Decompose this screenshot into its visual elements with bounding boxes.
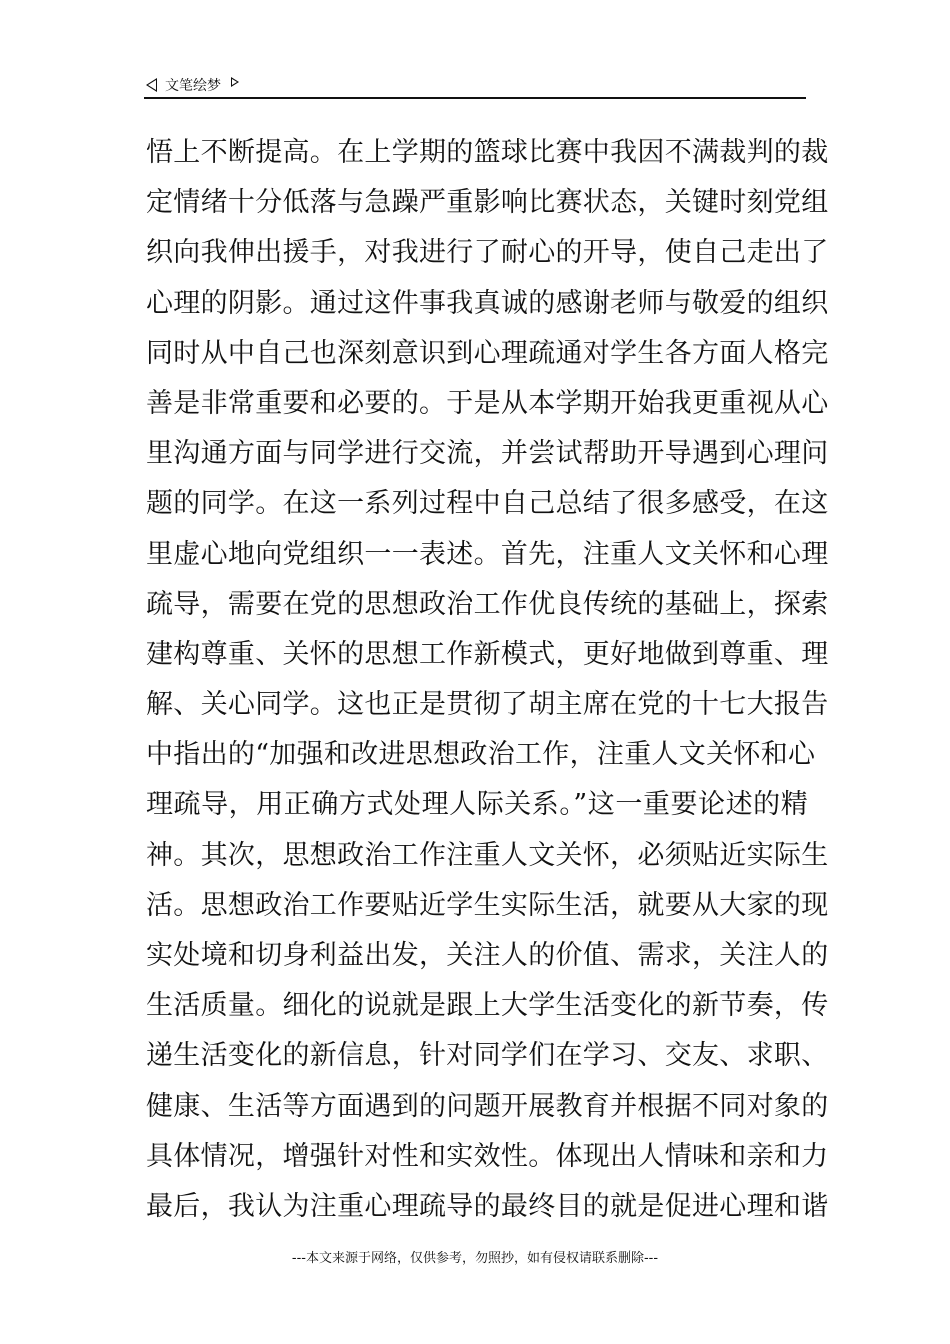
- text-line: 最后，我认为注重心理疏导的最终目的就是促进心理和谐: [146, 1190, 829, 1222]
- text-line: 递生活变化的新信息，针对同学们在学习、交友、求职、: [146, 1040, 829, 1072]
- text-line: 神。其次，思想政治工作注重人文关怀，必须贴近实际生: [146, 839, 829, 871]
- text-line: 里虚心地向党组织一一表述。首先，注重人文关怀和心理: [146, 538, 829, 570]
- text-line: 善是非常重要和必要的。于是从本学期开始我更重视从心: [146, 387, 829, 419]
- text-line: 心理的阴影。通过这件事我真诚的感谢老师与敬爱的组织: [146, 287, 829, 319]
- header-divider: [144, 97, 806, 99]
- text-line: 定情绪十分低落与急躁严重影响比赛状态，关键时刻党组: [146, 187, 829, 219]
- text-line: 解、关心同学。这也正是贯彻了胡主席在党的十七大报告: [146, 689, 829, 721]
- page-header: [146, 72, 806, 98]
- text-line: 题的同学。在这一系列过程中自己总结了很多感受，在这: [146, 488, 829, 520]
- text-line: 建构尊重、关怀的思想工作新模式，更好地做到尊重、理: [146, 638, 829, 670]
- text-line: 具体情况，增强针对性和实效性。体现出人情味和亲和力: [146, 1140, 829, 1172]
- text-line: 同时从中自己也深刻意识到心理疏通对学生各方面人格完: [146, 337, 829, 369]
- text-line: 实处境和切身利益出发，关注人的价值、需求，关注人的: [146, 940, 829, 971]
- page-footer: ---本文来源于网络，仅供参考，勿照抄，如有侵权请联系删除---: [291, 1251, 659, 1266]
- triangle-left-icon: [146, 78, 157, 92]
- text-line: 生活质量。细化的说就是跟上大学生活变化的新节奏，传: [146, 990, 829, 1022]
- text-line: 疏导，需要在党的思想政治工作优良传统的基础上，探索: [146, 588, 829, 620]
- text-line: 中指出的“加强和改进思想政治工作，注重人文关怀和心: [146, 739, 816, 771]
- text-line: 悟上不断提高。在上学期的篮球比赛中我因不满裁判的裁: [146, 137, 829, 168]
- text-line: 织向我伸出援手，对我进行了耐心的开导，使自己走出了: [146, 237, 829, 269]
- text-line: 健康、生活等方面遇到的问题开展教育并根据不同对象的: [146, 1090, 829, 1122]
- text-line: 活。思想政治工作要贴近学生实际生活，就要从大家的现: [146, 889, 829, 921]
- body-text: [146, 130, 829, 1234]
- text-line: 里沟通方面与同学进行交流，并尝试帮助开导遇到心理问: [146, 438, 829, 470]
- text-line: 理疏导，用正确方式处理人际关系。”这一重要论述的精: [146, 789, 808, 821]
- header-title: 文笔绘梦: [165, 78, 221, 94]
- triangle-right-icon: [231, 77, 239, 87]
